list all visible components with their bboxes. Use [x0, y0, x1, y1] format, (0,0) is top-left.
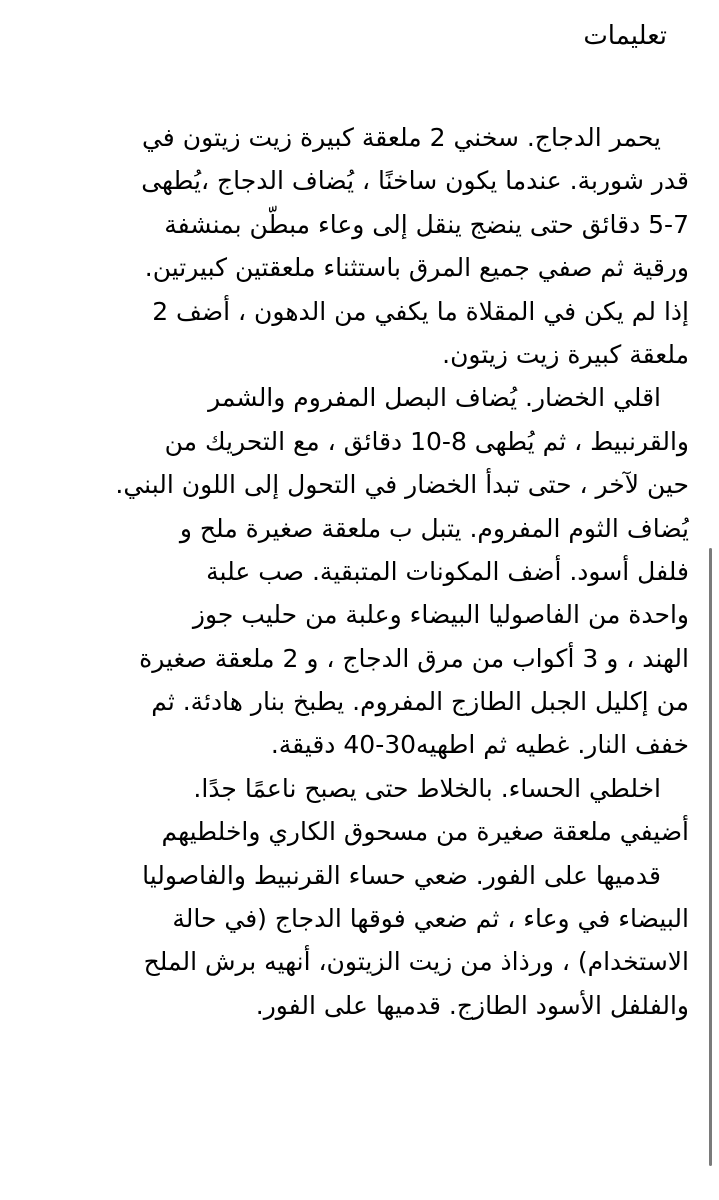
- text-line: والفلفل الأسود الطازج. قدميها على الفور.: [255, 990, 689, 1020]
- instructions-heading: تعليمات: [583, 21, 667, 51]
- text-line: من إكليل الجبل الطازج المفروم. يطبخ بنار هادئة. ثم: [151, 687, 689, 717]
- text-line: واحدة من الفاصوليا البيضاء وعلبة من حليب جوز: [192, 600, 689, 630]
- text-line: ورقية ثم صفي جميع المرق باستثناء ملعقتين كبيرتين.: [144, 253, 689, 283]
- text-line: يحمر الدجاج. سخني 2 ملعقة كبيرة زيت زيتون في: [141, 123, 661, 152]
- text-line: والقرنبيط ، ثم يُطهى 8-10 دقائق ، مع التحريك من: [164, 426, 689, 456]
- text-line: يُضاف الثوم المفروم. يتبل ب ملعقة صغيرة ملح و: [179, 513, 689, 543]
- text-line: فلفل أسود. أضف المكونات المتبقية. صب علبة: [206, 556, 689, 586]
- text-line: البيضاء في وعاء ، ثم ضعي فوقها الدجاج (في حالة: [172, 904, 689, 934]
- instructions-body: [19, 116, 689, 1027]
- text-line: حين لآخر ، حتى تبدأ الخضار في التحول إلى اللون البني.: [115, 470, 689, 500]
- vertical-scrollbar[interactable]: [709, 548, 712, 1166]
- text-line: اقلي الخضار. يُضاف البصل المفروم والشمر: [208, 383, 661, 413]
- text-line: أضيفي ملعقة صغيرة من مسحوق الكاري واخلطيهم: [161, 817, 689, 847]
- text-line: قدر شوربة. عندما يكون ساخنًا ، يُضاف الدجاج ،يُطهى: [141, 166, 689, 196]
- text-line: 5-7 دقائق حتى ينضج ينقل إلى وعاء مبطّن بمنشفة: [164, 209, 689, 239]
- text-line: خفف النار. غطيه ثم اطهيه30-40 دقيقة.: [270, 730, 689, 760]
- text-line: ملعقة كبيرة زيت زيتون.: [442, 339, 689, 369]
- text-line: الهند ، و 3 أكواب من مرق الدجاج ، و 2 ملعقة صغيرة: [139, 643, 689, 673]
- text-line: إذا لم يكن في المقلاة ما يكفي من الدهون ، أضف 2: [152, 296, 689, 326]
- text-line: قدميها على الفور. ضعي حساء القرنبيط والفاصوليا: [142, 860, 661, 890]
- text-line: اخلطي الحساء. بالخلاط حتى يصبح ناعمًا جدًا.: [193, 773, 661, 803]
- text-line: الاستخدام) ، ورذاذ من زيت الزيتون، أنهيه برش الملح: [143, 947, 689, 977]
